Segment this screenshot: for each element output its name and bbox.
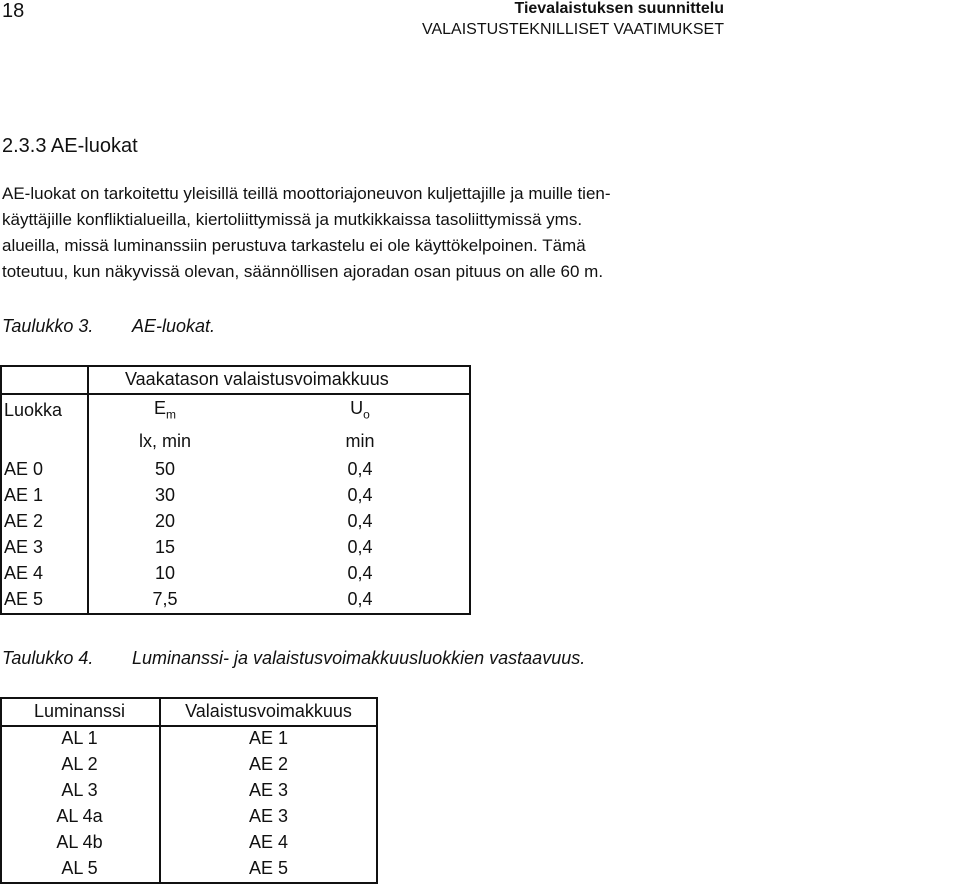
- table-border: [0, 365, 471, 615]
- table-cell-luminance: AL 4b: [56, 832, 103, 852]
- col-header-luminance: Luminanssi: [33, 701, 126, 721]
- table-cell-uo: 0,4: [347, 537, 373, 557]
- table4-caption-text: Luminanssi- ja valaistusvoimakkuusluokkien vastaavuus.: [132, 648, 586, 668]
- table-cell-uo: 0,4: [347, 485, 373, 505]
- body-paragraph: [2, 181, 722, 285]
- table3-caption-text: AE-luokat.: [132, 316, 216, 336]
- table-cell-luminance: AL 2: [61, 754, 98, 774]
- paragraph-line: käyttäjille konfliktialueilla, kiertoliittymissä ja mutkikkaissa tasoliittymissä yms.: [2, 210, 583, 229]
- table-cell-uo: 0,4: [347, 563, 373, 583]
- table4-caption: [2, 648, 585, 669]
- table-cell-illuminance: AE 2: [248, 754, 289, 774]
- table3-caption-number: Taulukko 3.: [2, 316, 94, 336]
- table3-caption: [2, 316, 215, 337]
- table-cell-class: AE 0: [4, 459, 44, 479]
- table-cell-luminance: AL 4a: [56, 806, 103, 826]
- paragraph-line: toteutuu, kun näkyvissä olevan, säännöllisen ajoradan osan pituus on alle 60 m.: [2, 262, 604, 281]
- correspondence-table: [0, 697, 378, 884]
- table-cell-em: 30: [154, 485, 176, 505]
- unit-uo: min: [345, 431, 375, 451]
- table-cell-uo: 0,4: [347, 589, 373, 609]
- paragraph-line: alueilla, missä luminanssiin perustuva tarkastelu ei ole käyttökelpoinen. Tämä: [2, 236, 586, 255]
- table-cell-em: 20: [154, 511, 176, 531]
- table-divider: [0, 393, 471, 395]
- table-cell-illuminance: AE 4: [248, 832, 289, 852]
- table-cell-class: AE 1: [4, 485, 44, 505]
- table-cell-em: 10: [154, 563, 176, 583]
- unit-em: lx, min: [138, 431, 191, 451]
- table-cell-em: 7,5: [152, 589, 178, 609]
- table-cell-class: AE 3: [4, 537, 44, 557]
- table-cell-illuminance: AE 5: [248, 858, 289, 878]
- col-header-class: Luokka: [4, 400, 63, 420]
- table-cell-em: 50: [154, 459, 176, 479]
- table-cell-class: AE 5: [4, 589, 44, 609]
- section-heading: 2.3.3 AE-luokat: [2, 135, 138, 157]
- table-cell-uo: 0,4: [347, 511, 373, 531]
- table-cell-luminance: AL 1: [61, 728, 98, 748]
- document-title: Tievalaistuksen suunnittelu: [514, 0, 724, 17]
- table-cell-em: 15: [154, 537, 176, 557]
- table-cell-class: AE 2: [4, 511, 44, 531]
- group-header: Vaakatason valaistusvoimakkuus: [125, 369, 389, 389]
- table-cell-uo: 0,4: [347, 459, 373, 479]
- ae-classes-table: [0, 365, 471, 615]
- table-divider: [87, 365, 89, 615]
- table-cell-illuminance: AE 3: [248, 780, 289, 800]
- document-subtitle: VALAISTUSTEKNILLISET VAATIMUKSET: [421, 21, 724, 38]
- table-divider: [0, 725, 378, 727]
- table-cell-illuminance: AE 3: [248, 806, 289, 826]
- table-cell-luminance: AL 3: [61, 780, 98, 800]
- table-cell-illuminance: AE 1: [248, 728, 289, 748]
- table-cell-luminance: AL 5: [61, 858, 98, 878]
- col-header-uo: $U_o$: [350, 398, 370, 422]
- table4-caption-number: Taulukko 4.: [2, 648, 94, 668]
- page-number: 18: [2, 0, 25, 22]
- col-header-em: $E_m$: [153, 398, 176, 422]
- col-header-illuminance: Valaistusvoimakkuus: [185, 701, 352, 721]
- paragraph-line: AE-luokat on tarkoitettu yleisillä teillä moottoriajoneuvon kuljettajille ja muille tien-: [2, 184, 611, 203]
- table-cell-class: AE 4: [4, 563, 44, 583]
